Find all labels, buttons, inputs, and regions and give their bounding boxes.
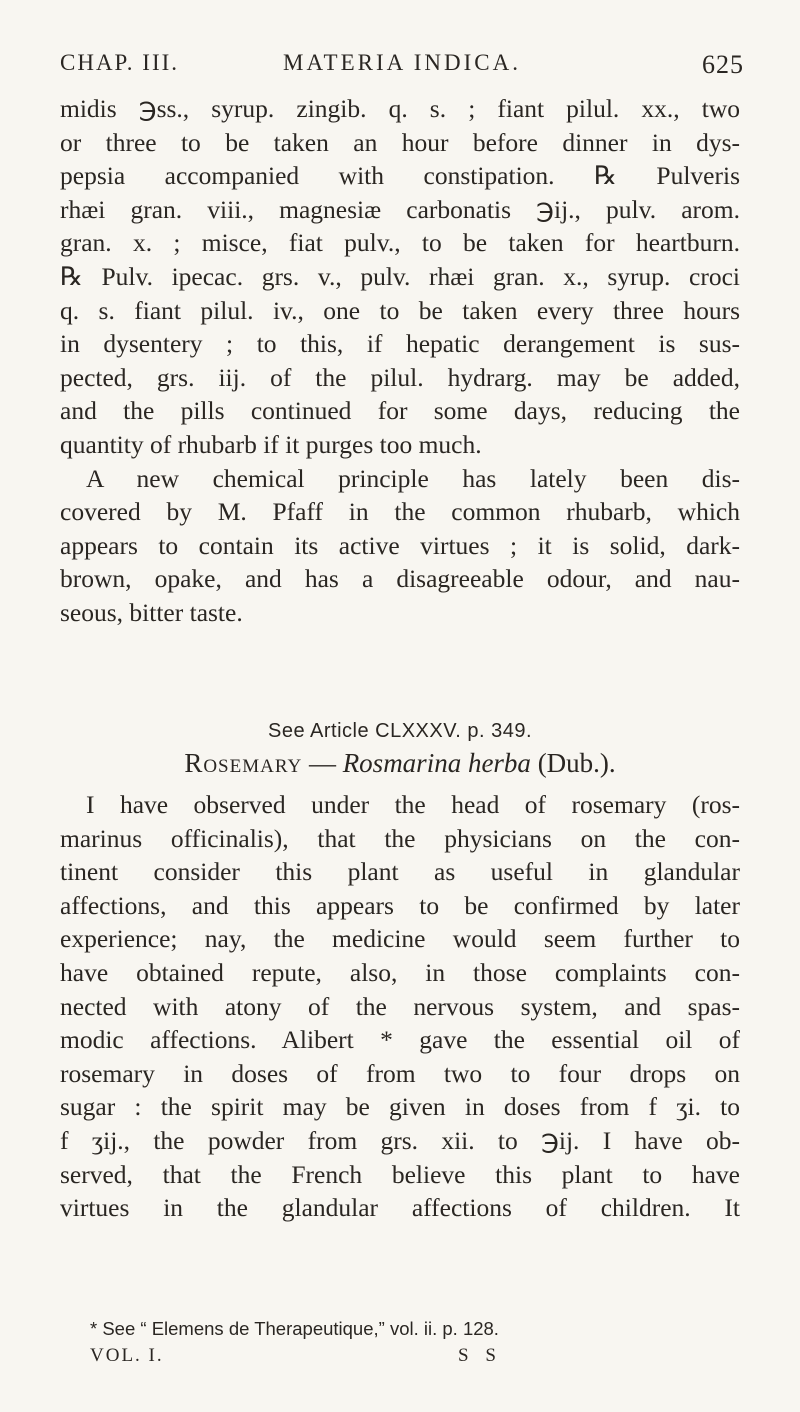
paragraph-3-line: affections, and this appears to be confirmed by later [60,890,740,920]
paragraph-3-line: served, that the French believe this plant to have [60,1159,740,1189]
paragraph-1-line: or three to be taken an hour before dinner in dys- [60,127,740,157]
body-text [60,92,740,630]
paragraph-1-line: rhæi gran. viii., magnesiæ carbonatis ℈ij., pulv. arom. [60,194,740,224]
footnote: * See “ Elemens de Therapeutique,” vol. ii. p. 128. [90,1318,499,1339]
heading-dash: — [302,748,343,778]
paragraph-1-line: and the pills continued for some days, reducing the [60,396,740,426]
paragraph-1-line: quantity of rhubarb if it purges too much. [60,429,482,459]
paragraph-2-line: seous, bitter taste. [60,597,243,627]
paragraph-2-line: A new chemical principle has lately been dis- [86,463,740,493]
paragraph-3-line: have obtained repute, also, in those complaints con- [60,957,740,987]
paragraph-3-line: tinent consider this plant as useful in glandular [60,857,740,887]
paragraph-1-line: ℞ Pulv. ipecac. grs. v., pulv. rhæi gran. x., syrup. croci [60,261,740,291]
paragraph-2-line: brown, opake, and has a disagreeable odour, and nau- [60,564,740,594]
volume-label: VOL. I. [90,1345,164,1366]
section-heading [60,748,740,779]
heading-latin: Rosmarina herba [342,748,531,778]
paragraph-3-line: I have observed under the head of rosemary (ros- [86,790,740,819]
page-number: 625 [702,50,744,79]
paragraph-3-line: sugar : the spirit may be given in doses from f ʒi. to [60,1092,740,1122]
signature-mark: S S [458,1345,502,1366]
paragraph-1-line: pepsia accompanied with constipation. ℞ Pulveris [60,161,740,191]
paragraph-1-line: q. s. fiant pilul. iv., one to be taken every three hours [60,295,740,325]
paragraph-3-line: rosemary in doses of from two to four drops on [60,1058,740,1088]
paragraph-2-line: appears to contain its active virtues ; it is solid, dark- [60,530,740,560]
paragraph-1-line: pected, grs. iij. of the pilul. hydrarg. may be added, [60,362,740,392]
page-footer [90,1345,740,1367]
paragraph-3-line: experience; nay, the medicine would seem further to [60,924,740,954]
paragraph-3-line: modic affections. Alibert * gave the essential oil of [60,1025,740,1055]
paragraph-1-line: in dysentery ; to this, if hepatic derangement is sus- [60,329,740,359]
heading-name: Rosemary [184,748,303,778]
chapter-label: CHAP. III. [60,50,180,75]
paragraph-3-line: f ʒij., the powder from grs. xii. to ℈ij. I have ob- [60,1125,740,1155]
paragraph-1-line: gran. x. ; misce, fiat pulv., to be taken for heartburn. [60,228,740,258]
heading-source: (Dub.). [530,748,616,778]
paragraph-3-line: marinus officinalis), that the physicians on the con- [60,823,740,853]
paragraph-3-line: nected with atony of the nervous system, and spas- [60,991,740,1021]
running-head [60,50,744,84]
paragraph-1-line: midis ℈ss., syrup. zingib. q. s. ; fiant pilul. xx., two [60,94,740,123]
paragraph-2-line: covered by M. Pfaff in the common rhubarb, which [60,497,740,527]
paragraph-3-line: virtues in the glandular affections of children. It [60,1193,740,1223]
rosemary-paragraph [60,788,740,1225]
running-title: MATERIA INDICA. [283,50,521,75]
see-article-note: See Article CLXXXV. p. 349. [267,720,533,742]
